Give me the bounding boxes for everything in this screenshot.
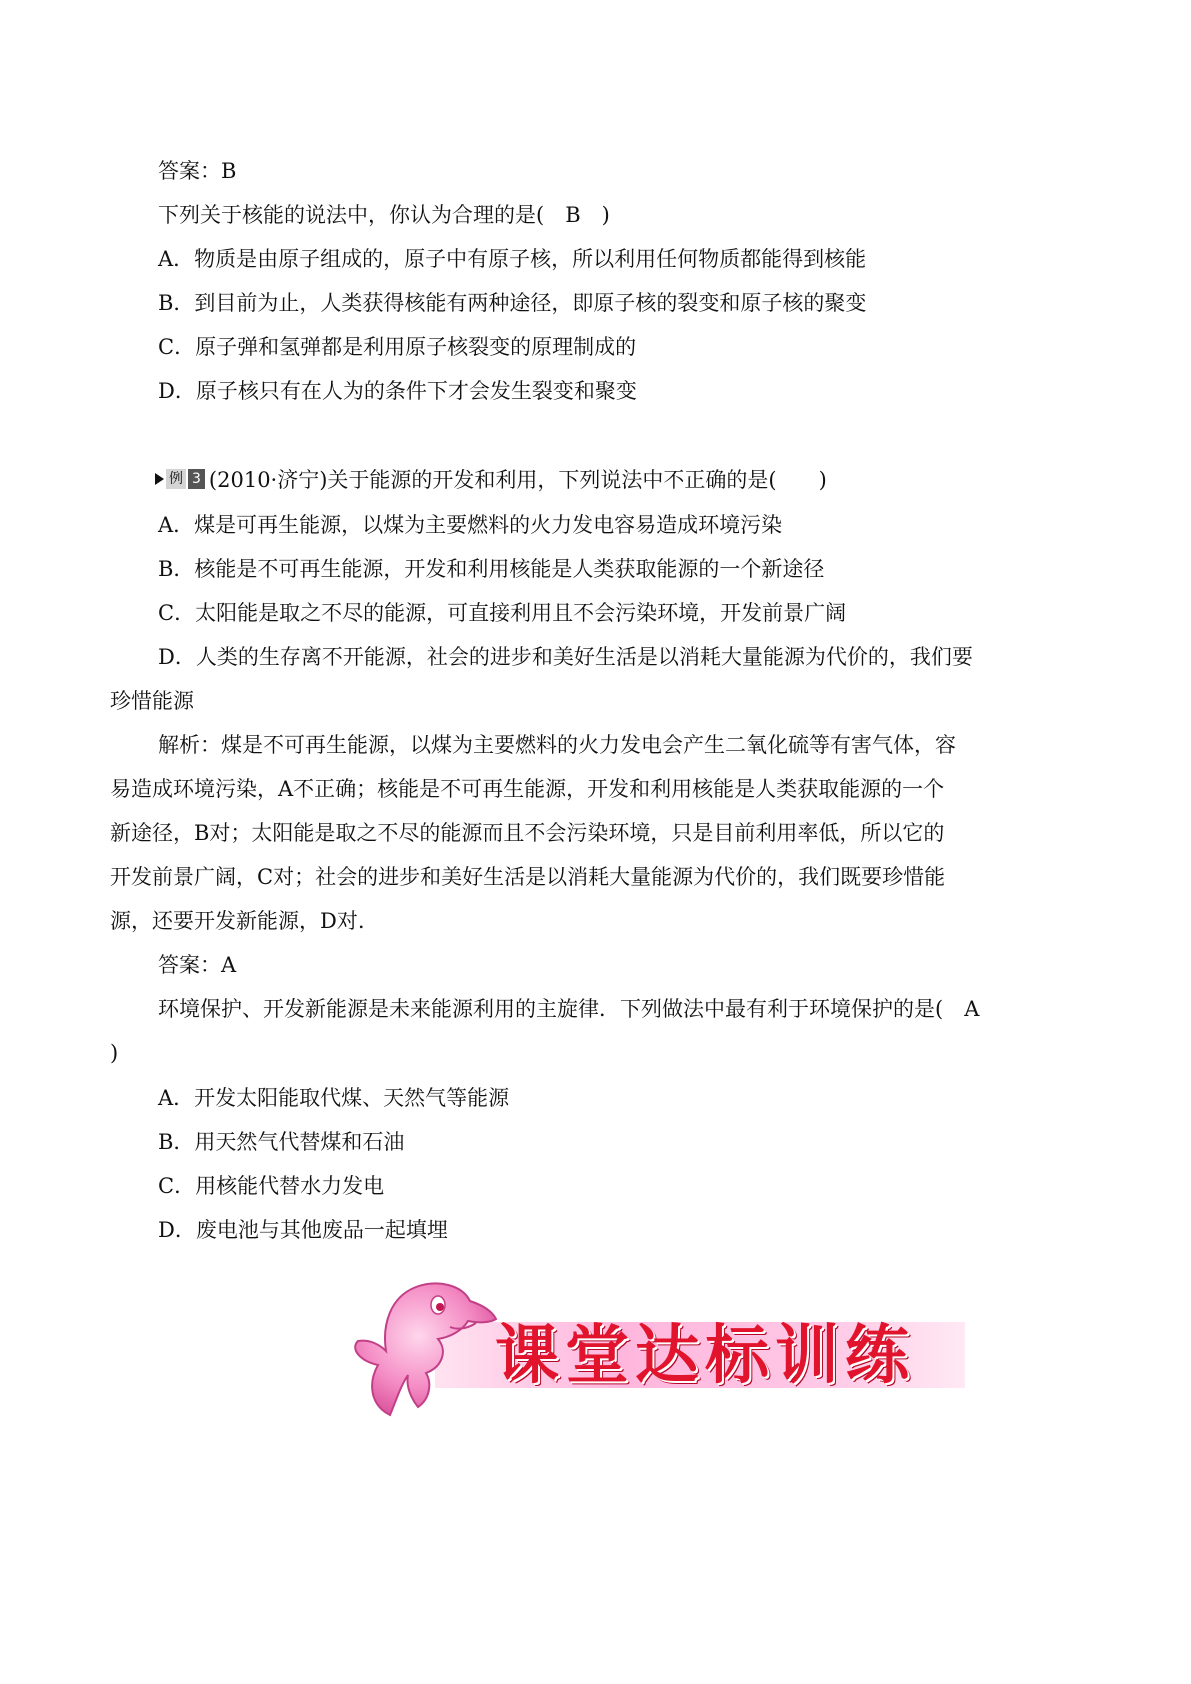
- question-line-2-continued: ): [110, 1041, 119, 1065]
- option-c: C．太阳能是取之不尽的能源，可直接利用且不会污染环境，开发前景广阔: [158, 601, 847, 625]
- option-d: D．原子核只有在人为的条件下才会发生裂变和聚变: [158, 379, 637, 403]
- question-line: 下列关于核能的说法中，你认为合理的是( B ): [158, 203, 610, 227]
- banner-title: 课堂达标训练: [495, 1319, 915, 1393]
- option-b: B．到目前为止，人类获得核能有两种途径，即原子核的裂变和原子核的聚变: [158, 291, 867, 315]
- option-b: B．核能是不可再生能源，开发和利用核能是人类获取能源的一个新途径: [158, 557, 825, 581]
- answer-line-2: 答案：A: [158, 953, 237, 977]
- dolphin-icon: [330, 1265, 500, 1425]
- analysis-line-4: 开发前景广阔，C对；社会的进步和美好生活是以消耗大量能源为代价的，我们既要珍惜能: [110, 865, 946, 889]
- analysis-line-3: 新途径，B对；太阳能是取之不尽的能源而且不会污染环境，只是目前利用率低，所以它的: [110, 821, 945, 845]
- analysis-line-2: 易造成环境污染，A不正确；核能是不可再生能源，开发和利用核能是人类获取能源的一个: [110, 777, 945, 801]
- option-d: D．废电池与其他废品一起填埋: [158, 1218, 448, 1242]
- analysis-line-5: 源，还要开发新能源，D对.: [110, 909, 365, 933]
- option-d: D．人类的生存离不开能源，社会的进步和美好生活是以消耗大量能源为代价的，我们要: [158, 645, 973, 669]
- example-3-text: (2010·济宁)关于能源的开发和利用，下列说法中不正确的是( ): [208, 468, 827, 492]
- question-line-2: 环境保护、开发新能源是未来能源利用的主旋律．下列做法中最有利于环境保护的是( A: [158, 997, 980, 1021]
- option-b: B．用天然气代替煤和石油: [158, 1130, 405, 1154]
- example-tag: [155, 468, 205, 490]
- example-tag-number: 3: [188, 469, 205, 489]
- triangle-icon: [155, 473, 164, 485]
- option-a: A．煤是可再生能源，以煤为主要燃料的火力发电容易造成环境污染: [158, 513, 783, 537]
- answer-line-1: 答案：B: [158, 159, 237, 183]
- section-banner: [330, 1265, 1020, 1425]
- option-d-continued: 珍惜能源: [110, 689, 194, 713]
- option-a: A．物质是由原子组成的，原子中有原子核，所以利用任何物质都能得到核能: [158, 247, 867, 271]
- example-3-question: [155, 465, 827, 495]
- option-c: C．用核能代替水力发电: [158, 1174, 385, 1198]
- analysis-line-1: 解析：煤是不可再生能源，以煤为主要燃料的火力发电会产生二氧化硫等有害气体，容: [158, 733, 956, 757]
- example-tag-label: 例: [166, 469, 186, 489]
- option-c: C．原子弹和氢弹都是利用原子核裂变的原理制成的: [158, 335, 637, 359]
- option-a: A．开发太阳能取代煤、天然气等能源: [158, 1086, 510, 1110]
